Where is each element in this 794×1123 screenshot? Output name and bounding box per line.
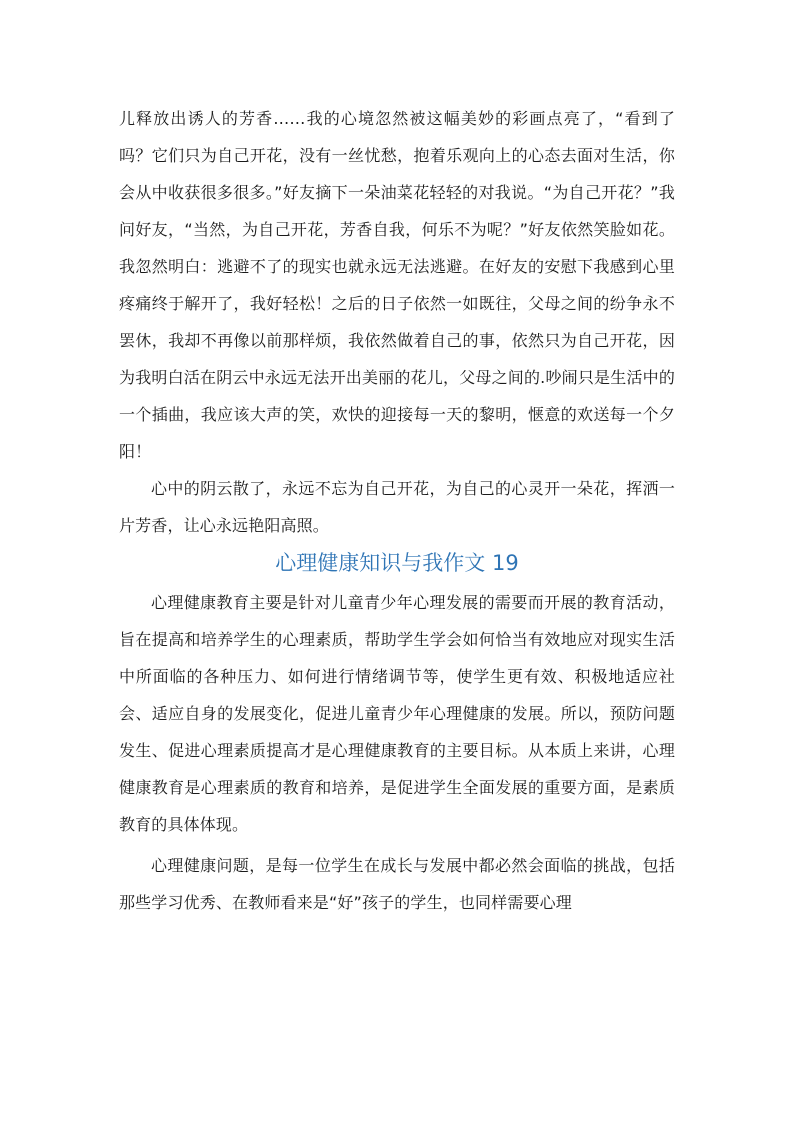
section-heading: 心理健康知识与我作文 19 xyxy=(275,551,519,575)
document-body xyxy=(119,100,675,921)
paragraph-story-ending: 心中的阴云散了，永远不忘为自己开花，为自己的心灵开一朵花，挥洒一片芳香，让心永远艳阳高照。 xyxy=(119,479,675,535)
paragraph-mental-health-problems: 心理健康问题，是每一位学生在成长与发展中都必然会面临的挑战，包括那些学习优秀、在教师看来是“好”孩子的学生，也同样需要心理 xyxy=(119,856,675,912)
paragraph-story-continuation: 儿释放出诱人的芳香……我的心境忽然被这幅美妙的彩画点亮了，“看到了吗？它们只为自己开花，没有一丝忧愁，抱着乐观向上的心态去面对生活，你会从中收获很多很多。”好友摘下一朵油菜花轻轻的对我说。“为自己开花？”我问好友，“当然，为自己开花，芳香自我，何乐不为呢？”好友依然笑脸如花。我忽然明白：逃避不了的现实也就永远无法逃避。在好友的安慰下我感到心里疼痛终于解开了，我好轻松！之后的日子依然一如既往，父母之间的纷争永不罢休，我却不再像以前那样烦，我依然做着自己的事，依然只为自己开花，因为我明白活在阴云中永远无法开出美丽的花儿，父母之间的.吵闹只是生活中的一个插曲，我应该大声的笑，欢快的迎接每一天的黎明，惬意的欢送每一个夕阳！ xyxy=(119,109,675,461)
paragraph-mental-health-education: 心理健康教育主要是针对儿童青少年心理发展的需要而开展的教育活动，旨在提高和培养学生的心理素质，帮助学生学会如何恰当有效地应对现实生活中所面临的各种压力、如何进行情绪调节等，使学生更有效、积极地适应社会、适应自身的发展变化，促进儿童青少年心理健康的发展。所以，预防问题发生、促进心理素质提高才是心理健康教育的主要目标。从本质上来讲，心理健康教育是心理素质的教育和培养，是促进学生全面发展的重要方面，是素质教育的具体体现。 xyxy=(119,593,675,834)
